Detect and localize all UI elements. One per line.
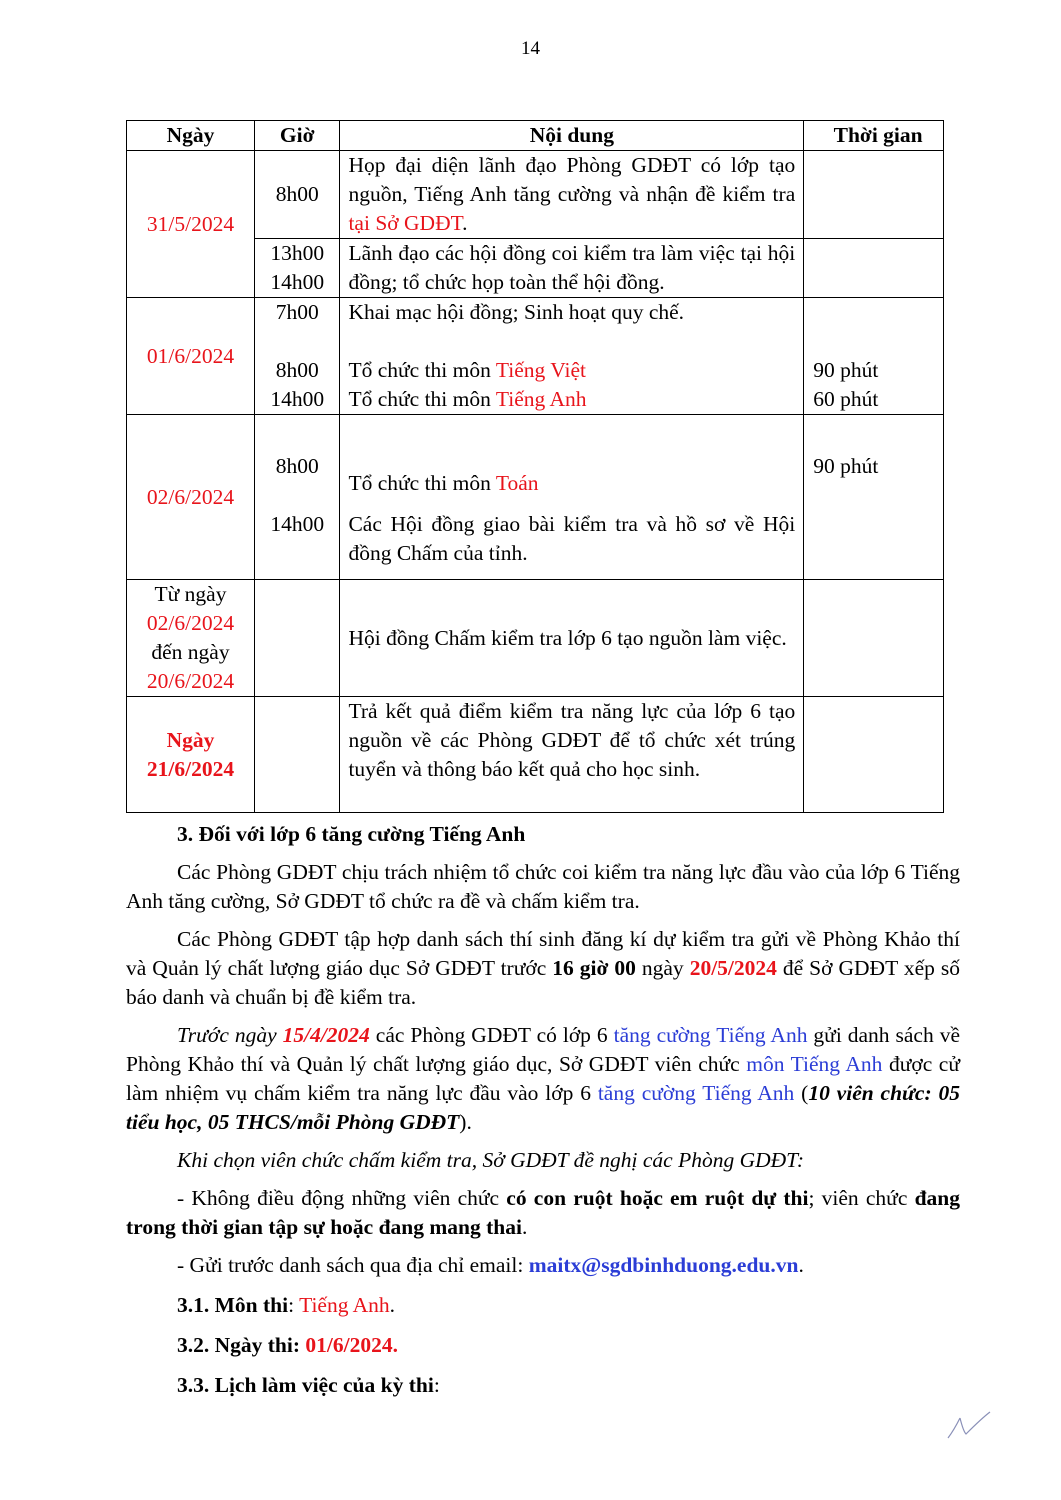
header-duration: Thời gian	[804, 121, 944, 151]
row1-duration	[804, 151, 944, 239]
row1-time: 8h00	[255, 151, 340, 239]
section-3-heading: 3. Đối với lớp 6 tăng cường Tiếng Anh	[177, 822, 526, 846]
row3-date: 02/6/2024	[127, 415, 255, 580]
paragraph-3: Trước ngày 15/4/2024 các Phòng GDĐT có lớp 6 tăng cường Tiếng Anh gửi danh sách về Phòng Khảo thí và Quản lý chất lượng giáo dục, Sở GDĐT viên chức môn Tiếng Anh được cử làm nhiệm vụ chấm kiểm tra năng lực đầu vào lớp 6 tăng cường Tiếng Anh (10 viên chức: 05 tiểu học, 05 THCS/mỗi Phòng GDĐT).	[126, 1023, 960, 1134]
table-row	[127, 697, 944, 813]
row4-date: Từ ngày 02/6/2024 đến ngày 20/6/2024	[127, 580, 255, 697]
subsection-3-2: 3.2. Ngày thi: 01/6/2024.	[177, 1333, 398, 1357]
row3-time: 8h00 14h00	[255, 415, 340, 580]
row3-duration: 90 phút	[804, 415, 944, 580]
row5-time	[255, 697, 340, 813]
row2-content: Khai mạc hội đồng; Sinh hoạt quy chế. Tổ chức thi môn Tiếng Việt Tổ chức thi môn Tiếng Anh	[340, 298, 804, 415]
header-content: Nội dung	[340, 121, 804, 151]
row4-time	[255, 580, 340, 697]
paragraph-5: - Không điều động những viên chức có con ruột hoặc em ruột dự thi; viên chức đang trong thời gian tập sự hoặc đang mang thai.	[126, 1186, 960, 1239]
signature-mark	[946, 1404, 992, 1440]
header-time: Giờ	[255, 121, 340, 151]
header-date: Ngày	[127, 121, 255, 151]
table-row	[127, 298, 944, 415]
row3-content: Tổ chức thi môn Toán Các Hội đồng giao bài kiểm tra và hồ sơ về Hội đồng Chấm của tỉnh.	[340, 415, 804, 580]
table-row	[127, 415, 944, 580]
row4-content: Hội đồng Chấm kiểm tra lớp 6 tạo nguồn làm việc.	[340, 580, 804, 697]
paragraph-4: Khi chọn viên chức chấm kiểm tra, Sở GDĐT đề nghị các Phòng GDĐT:	[177, 1148, 805, 1172]
table-header-row	[127, 121, 944, 151]
row1-date: 31/5/2024	[127, 151, 255, 298]
subsection-3-1: 3.1. Môn thi: Tiếng Anh.	[177, 1293, 396, 1317]
row5-duration	[804, 697, 944, 813]
paragraph-6: - Gửi trước danh sách qua địa chỉ email: maitx@sgdbinhduong.edu.vn.	[177, 1253, 804, 1277]
row1b-time: 13h00 14h00	[255, 239, 340, 298]
row5-date: Ngày 21/6/2024	[127, 697, 255, 813]
paragraph-1: Các Phòng GDĐT chịu trách nhiệm tổ chức coi kiểm tra năng lực đầu vào của lớp 6 Tiếng Anh tăng cường, Sở GDĐT tổ chức ra đề và chấm kiểm tra.	[126, 860, 960, 913]
row2-time: 7h00 8h00 14h00	[255, 298, 340, 415]
section-3	[126, 820, 960, 1400]
table-row	[127, 580, 944, 697]
paragraph-2: Các Phòng GDĐT tập hợp danh sách thí sinh đăng kí dự kiểm tra gửi về Phòng Khảo thí và Quản lý chất lượng giáo dục Sở GDĐT trước 16 giờ 00 ngày 20/5/2024 để Sở GDĐT xếp số báo danh và chuẩn bị đề kiểm tra.	[126, 927, 960, 1009]
row2-duration: 90 phút 60 phút	[804, 298, 944, 415]
row2-date: 01/6/2024	[127, 298, 255, 415]
row1b-duration	[804, 239, 944, 298]
row4-duration	[804, 580, 944, 697]
schedule-table	[126, 120, 944, 813]
email-link[interactable]: maitx@sgdbinhduong.edu.vn	[528, 1253, 799, 1277]
page-number: 14	[521, 38, 540, 59]
row1-content: Họp đại diện lãnh đạo Phòng GDĐT có lớp tạo nguồn, Tiếng Anh tăng cường và nhận đề kiểm tra tại Sở GDĐT.	[340, 151, 804, 239]
row5-content: Trả kết quả điểm kiểm tra năng lực của lớp 6 tạo nguồn về các Phòng GDĐT để tổ chức xét trúng tuyển và thông báo kết quả cho học sinh.	[340, 697, 804, 813]
table-row	[127, 151, 944, 239]
row1b-content: Lãnh đạo các hội đồng coi kiểm tra làm việc tại hội đồng; tổ chức họp toàn thể hội đồng.	[340, 239, 804, 298]
subsection-3-3: 3.3. Lịch làm việc của kỳ thi:	[177, 1373, 440, 1397]
